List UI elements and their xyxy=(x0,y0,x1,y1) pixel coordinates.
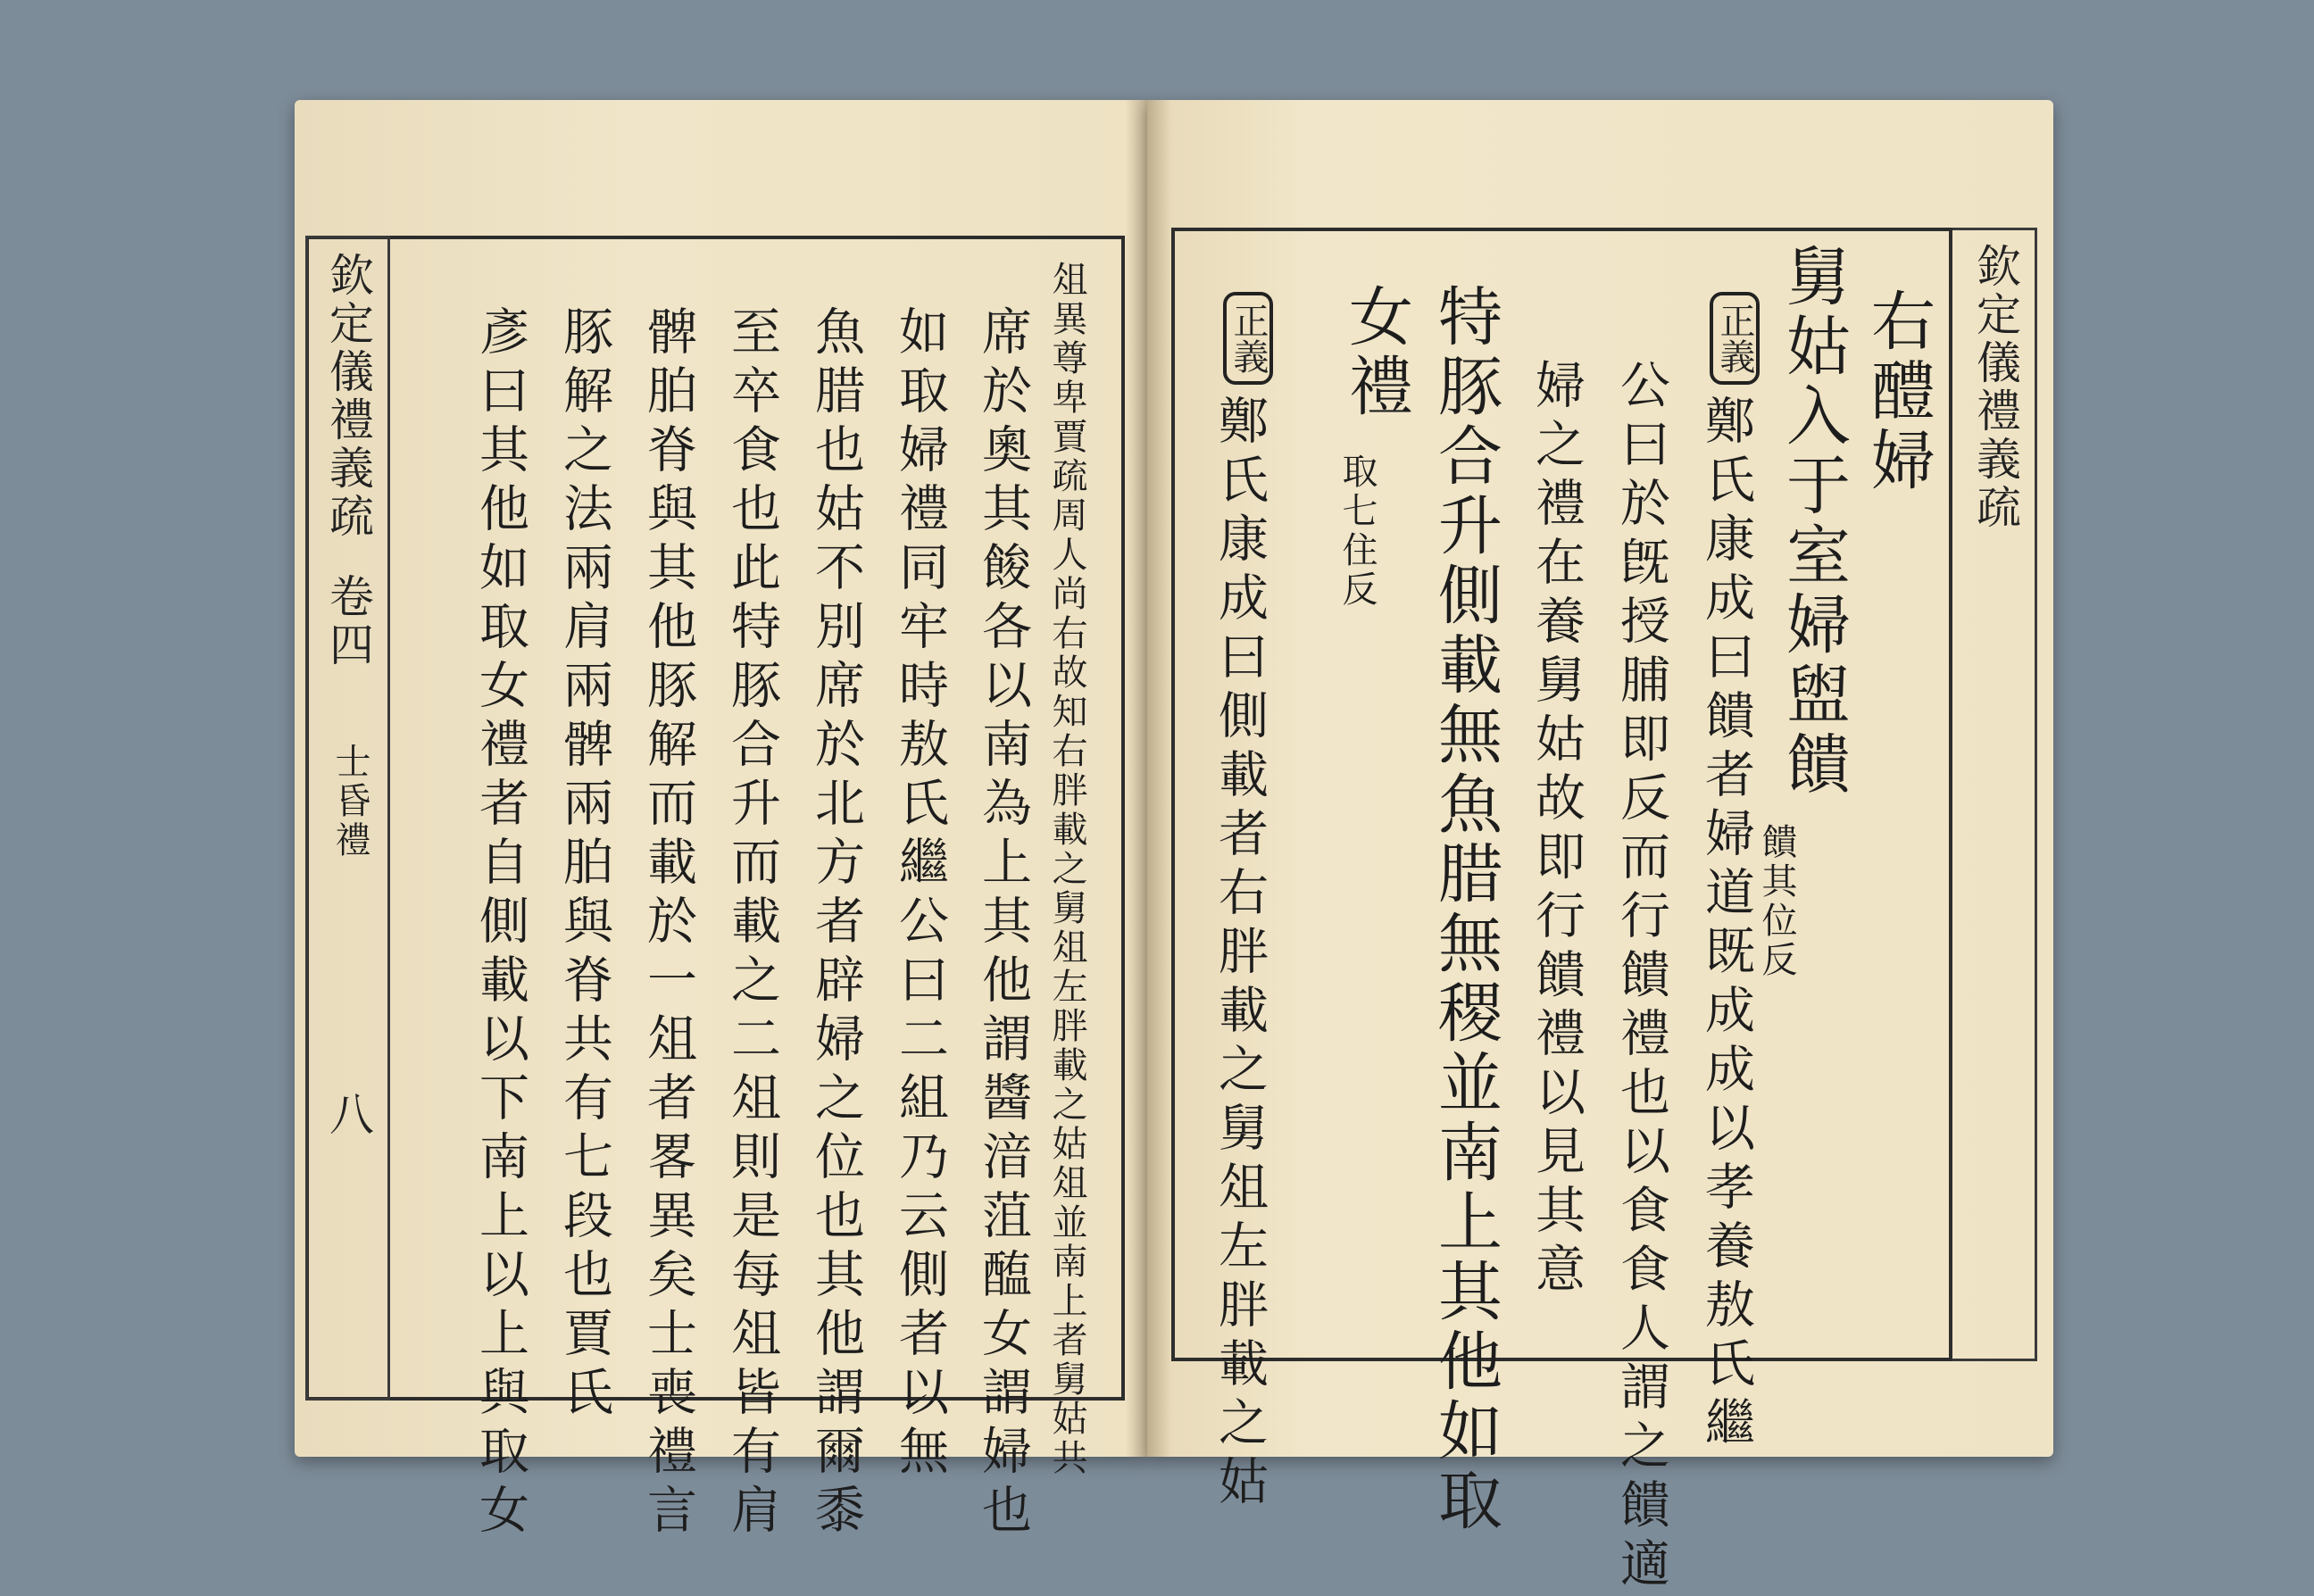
left-column-4: 魚腊也姑不別席於北方者辟婦之位也其他謂爾黍 xyxy=(807,305,865,1542)
right-column-4: 鄭氏康成曰饋者婦道既成成以孝養敖氏繼 xyxy=(1697,395,1755,1455)
book-gutter xyxy=(1125,100,1171,1457)
right-column-6: 婦之禮在養舅姑故即行饋禮以見其意 xyxy=(1527,359,1586,1301)
open-book xyxy=(295,100,2053,1596)
left-margin-volume: 卷四 xyxy=(322,573,374,669)
annotation-label-1: 正義 xyxy=(1710,292,1760,385)
right-column-2: 舅姑入于室婦盥饋 xyxy=(1776,243,1851,800)
right-column-3: 饋其位反 xyxy=(1756,823,1797,980)
right-column-7: 特豚合升側載無魚腊無稷並南上其他如取 xyxy=(1428,283,1502,1536)
left-column-1: 俎異尊卑賈疏周人尚右故知右胖載之舅俎左胖載之姑俎並南上者舅姑共 xyxy=(1046,261,1087,1478)
left-column-8: 彥曰其他如取女禮者自側載以下南上以上與取女 xyxy=(471,305,529,1542)
right-column-5: 公曰於旣授脯即反而行饋禮也以食食人謂之饋適 xyxy=(1612,359,1670,1596)
right-column-8: 女禮 xyxy=(1338,283,1413,422)
left-margin-chapter: 士昏禮 xyxy=(329,743,370,860)
right-column-10: 鄭氏康成曰側載者右胖載之舅俎左胖載之姑 xyxy=(1211,395,1269,1514)
left-column-6: 髀胉脊與其他豚解而載於一俎者畧異矣士喪禮言 xyxy=(639,305,697,1542)
left-margin-title: 欽定儀禮義疏 xyxy=(322,252,374,541)
right-column-9: 取七住反 xyxy=(1336,453,1378,610)
left-column-5: 至卒食也此特豚合升而載之二俎則是每俎皆有肩 xyxy=(723,305,781,1542)
right-column-1: 右醴婦 xyxy=(1860,287,1935,496)
left-column-3: 如取婦禮同牢時敖氏繼公曰二組乃云側者以無 xyxy=(891,305,949,1484)
left-margin-page: 八 xyxy=(322,1091,374,1139)
right-margin-title: 欽定儀禮義疏 xyxy=(1969,243,2021,532)
left-column-7: 豚解之法兩肩兩髀兩胉與脊共有七段也賈氏 xyxy=(555,305,613,1425)
left-column-2: 席於奧其餕各以南為上其他謂醬湆菹醢女謂婦也 xyxy=(974,305,1032,1542)
annotation-label-2: 正義 xyxy=(1223,292,1273,385)
